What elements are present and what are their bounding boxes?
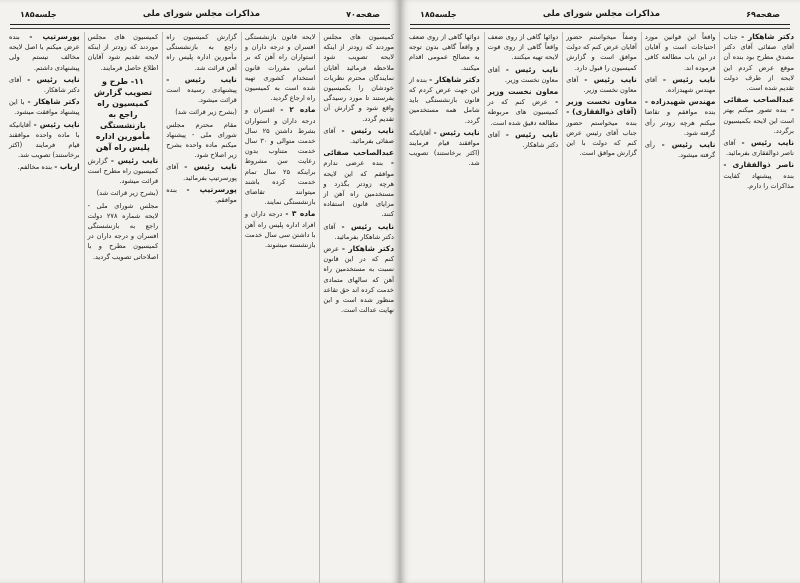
speech-paragraph: [166, 107, 237, 117]
speaker-name: معاون نخست وزیر -: [487, 87, 559, 107]
speech-text: بنده از این جهت عرض کردم که قانون بازنشستگی باید شامل همه مستخدمین گردد.: [409, 75, 480, 125]
speech-paragraph: [166, 120, 237, 161]
speech-paragraph: [409, 32, 480, 73]
speech-text: آقایانیکه با ماده واحده موافقند قیام فرمایند (اکثر برخاستند) تصویب شد.: [9, 120, 80, 160]
speech-text: بنده پیشنهاد کفایت مذاکرات را دارم.: [723, 171, 794, 190]
speech-text: بنده میخواستم حضور جناب آقای رئیس عرض کنم که دولت با این گزارش موافق است.: [566, 118, 637, 158]
journal-title: مذاکرات مجلس شورای ملی: [542, 9, 660, 19]
speaker-name: ماده ۳ -: [285, 209, 316, 219]
speaker-name: نایب رئیس -: [341, 125, 394, 135]
text-column: [6, 32, 80, 583]
speech-paragraph: [88, 32, 159, 73]
speech-text: آقای معاون نخست وزیر.: [566, 75, 637, 95]
header-rule: [410, 24, 790, 29]
speech-text: وصفاً میخواستم حضور آقایان عرض کنم که دولت موافق است و گزارش کمیسیون را قبول دارد.: [566, 33, 637, 72]
speaker-name: نایب رئیس -: [662, 74, 716, 84]
speaker-name: ارباب -: [54, 162, 80, 172]
speech-paragraph: [166, 162, 237, 182]
speech-paragraph: [245, 209, 316, 250]
page-header: [6, 6, 394, 22]
speaker-name: ماده ۲ -: [280, 105, 316, 115]
speech-paragraph: [645, 75, 716, 95]
speech-text: بنده تصور میکنم بهتر است این لایحه بکمیسیون برگردد.: [723, 106, 794, 135]
speaker-name: معاون نخست وزیر (آقای ذوالفقاری) -: [566, 97, 637, 117]
speaker-name: نایب رئیس -: [166, 74, 237, 84]
speech-paragraph: [9, 97, 80, 117]
speech-paragraph: [488, 130, 559, 150]
session-number: جلسه۱۸۵: [20, 9, 57, 19]
speech-paragraph: [245, 105, 316, 207]
speech-text: آقای ناصر ذوالفقاری بفرمائید.: [723, 139, 794, 158]
speech-paragraph: [323, 32, 394, 124]
text-column: [719, 32, 794, 583]
speaker-name: نایب رئیس -: [584, 74, 637, 84]
speech-text: گزارش کمیسیون راه مطرح است قرائت میشود.: [87, 156, 159, 186]
speech-paragraph: [166, 75, 237, 106]
speech-text: بنده موافقم.: [166, 185, 237, 205]
speech-text: بنده عرض میکنم با اصل لایحه مخالف نیستم ولی پیشنهادی داشتم.: [9, 33, 80, 72]
speaker-name: دکتر شاهکار -: [429, 74, 480, 84]
speech-paragraph: [566, 32, 637, 73]
speech-text: مقام محترم مجلس شورای ملی - پیشنهاد میکنم ماده واحده بشرح زیر اصلاح شود.: [166, 120, 237, 160]
text-column: [406, 32, 480, 583]
speech-paragraph: [645, 140, 716, 160]
page-header: [406, 6, 794, 22]
speech-text: پیشنهادی رسیده است قرائت میشود.: [166, 86, 237, 105]
speaker-name: نایب رئیس -: [184, 162, 237, 172]
speech-paragraph: [723, 95, 794, 136]
speech-paragraph: [323, 244, 394, 315]
text-columns: [6, 32, 394, 583]
session-number: جلسه۱۸۵: [420, 9, 457, 19]
speech-text: مجلس شورای ملی - لایحه شماره ۲۷۸ دولت راجع به بازنشستگی افسران و درجه داران در کمیسیون مطرح و با اصلاحاتی تصویب گردید.: [87, 201, 159, 261]
speech-text: آقای دکتر شاهکار.: [9, 75, 80, 95]
speech-text: واقعاً این قوانین مورد احتیاجات است و آقایان در این باب مطالعه کافی فرموده اند.: [644, 33, 716, 72]
speaker-name: نایب رئیس -: [661, 140, 716, 150]
speech-paragraph: [88, 156, 159, 187]
speech-text: با این پیشنهاد موافقت میشود.: [9, 98, 80, 117]
speaker-name: عبدالصاحب صفائی -: [723, 95, 794, 115]
speech-text: درجه داران و افراد اداره پلیس راه آهن با داشتن سی سال خدمت بازنشسته میشوند.: [244, 210, 316, 250]
speaker-name: مهندس شهیدزاده -: [644, 97, 716, 107]
speech-paragraph: [645, 32, 716, 73]
speech-paragraph: [645, 97, 716, 138]
speech-text: بنده موافقم و تقاضا میکنم هرچه زودتر رأی گرفته شود.: [644, 108, 716, 137]
speech-text: افسران و درجه داران و استواران بشرط داشتن ۲۵ سال خدمت متوالی و ۳۰ سال خدمت متناوب بدون رعایت سن مشروط براینکه ۲۵ سال تمام خدمت کرده باشند میتوانند تقاضای بازنشستگی نمایند.: [244, 106, 316, 207]
text-column: [319, 32, 394, 583]
speech-paragraph: [166, 185, 237, 205]
speech-text: دوائها گاهی از روی ضعف واقعاً گاهی از روی قوت لایحه تهیه میکنند.: [487, 33, 559, 62]
speech-text: آقای دکتر شاهکار بفرمائید.: [323, 222, 394, 241]
page-number: صفحه۶۹: [746, 9, 780, 19]
speech-paragraph: [723, 160, 794, 191]
speech-paragraph: [323, 126, 394, 146]
text-column: [241, 32, 316, 583]
speaker-name: نایب رئیس -: [33, 119, 80, 129]
speech-text: دوائها گاهی از روی ضعف و واقعاً گاهی بدون توجه به مصالح عمومی اقدام میکنند.: [409, 33, 480, 72]
text-column: [484, 32, 559, 583]
speech-text: عرض کنم که در کمیسیون های مربوطه مطالعه دقیق شده است.: [487, 98, 559, 127]
text-column: [84, 32, 159, 583]
page-right: [400, 0, 800, 583]
text-column: [641, 32, 716, 583]
speech-paragraph: [723, 32, 794, 93]
speech-paragraph: [488, 32, 559, 63]
speech-paragraph: [245, 32, 316, 103]
speaker-name: نایب رئیس -: [27, 74, 80, 84]
journal-title: مذاکرات مجلس شورای ملی: [142, 9, 260, 19]
section-heading: ۱۱- طرح و تصویب گزارش کمیسیون راه راجع به بازنشستگی مأمورین اداره پلیس راه آهن: [93, 76, 153, 152]
speech-text: (بشرح زیر قرائت شد): [96, 189, 159, 198]
speaker-name: نایب رئیس -: [741, 138, 794, 148]
speech-paragraph: [488, 65, 559, 85]
speech-text: بنده مخالفم.: [17, 163, 53, 172]
speaker-name: عبدالصاحب صفائی -: [323, 148, 394, 168]
speech-text: آقای صفائی بفرمائید.: [323, 126, 394, 146]
speech-paragraph: [566, 75, 637, 95]
speech-text: لایحه قانون بازنشستگی افسران و درجه داران و استواران راه آهن که بر اساس مقررات قانون استخدام کشوری تهیه شده است به کمیسیون راه ارجاع گردید.: [244, 33, 316, 103]
speech-paragraph: [488, 87, 559, 128]
speech-paragraph: [723, 138, 794, 158]
speaker-name: دکتر شاهکار -: [741, 32, 794, 41]
speech-text: آقایانیکه موافقند قیام فرمایند (اکثر برخاستند) تصویب شد.: [409, 128, 480, 168]
speech-text: کمیسیون های مجلس موردند که زودتر از اینکه لایحه تصویب شود ملاحظه فرمائید آقایان نمایندگان محترم نظریات خودشان را بکمیسیون بفرستند تا مورد رسیدگی واقع شود و گزارش آن تقدیم گردد.: [323, 33, 394, 123]
speaker-name: نایب رئیس -: [110, 155, 159, 165]
speech-paragraph: [9, 75, 80, 95]
header-rule: [10, 24, 390, 29]
text-columns: [406, 32, 794, 583]
speech-text: رأی گرفته میشود.: [644, 141, 716, 160]
speaker-name: نایب رئیس -: [505, 129, 559, 139]
speech-paragraph: [9, 162, 80, 172]
speech-paragraph: [9, 32, 80, 73]
speech-paragraph: [409, 75, 480, 126]
speech-text: آقای دکتر شاهکار.: [487, 130, 559, 150]
speech-paragraph: [323, 222, 394, 242]
speech-text: آقای پورسرتیپ بفرمائید.: [166, 163, 237, 182]
speech-text: آقای معاون نخست وزیر.: [487, 65, 559, 84]
speaker-name: نایب رئیس -: [341, 221, 394, 231]
speaker-name: دکتر شاهکار -: [341, 244, 394, 254]
page-number: صفحه۷۰: [346, 9, 380, 19]
speaker-name: نایب رئیس -: [433, 127, 480, 137]
speech-paragraph: [9, 120, 80, 161]
speech-text: کمیسیون های مجلس موردند که زودتر از اینکه لایحه تقدیم شود آقایان اطلاع حاصل فرمایند.: [87, 33, 159, 72]
speech-paragraph: [323, 148, 394, 219]
text-column: [162, 32, 237, 583]
speech-text: بنده عرضی ندارم موافقم که این لایحه هرچه زودتر بگذرد و مستخدمین راه آهن از مزایای قانون استفاده کنند.: [323, 159, 394, 219]
speech-text: (بشرح زیر قرائت شد): [175, 108, 237, 117]
speaker-name: دکتر شاهکار -: [27, 97, 80, 107]
speaker-name: ناصر ذوالفقاری -: [723, 160, 794, 170]
speech-text: عرض کنم که در این قانون نسبت به مستخدمین راه آهن که سالهای متمادی خدمت کرده اند حق تقاعد منظور شده است و این نهایت عدالت است.: [323, 245, 394, 315]
speaker-name: پورسرتیپ -: [29, 32, 80, 41]
speaker-name: پورسرتیپ -: [186, 184, 237, 194]
speech-text: جناب آقای صفائی آقای دکتر مصدق مطرح بود بنده آن موقع عرض کردم این لایحه از طرف دولت تقدیم شده است.: [723, 33, 794, 93]
speaker-name: نایب رئیس -: [505, 64, 559, 74]
speech-paragraph: [409, 128, 480, 169]
speech-paragraph: [88, 188, 159, 198]
speech-paragraph: [88, 201, 159, 262]
speech-text: گزارش کمیسیون راه راجع به بازنشستگی مأمورین اداره پلیس راه آهن قرائت شد.: [166, 33, 237, 72]
text-column: [562, 32, 637, 583]
speech-paragraph: [566, 97, 637, 158]
speech-text: آقای مهندس شهیدزاده.: [644, 75, 716, 95]
speech-paragraph: [166, 32, 237, 73]
